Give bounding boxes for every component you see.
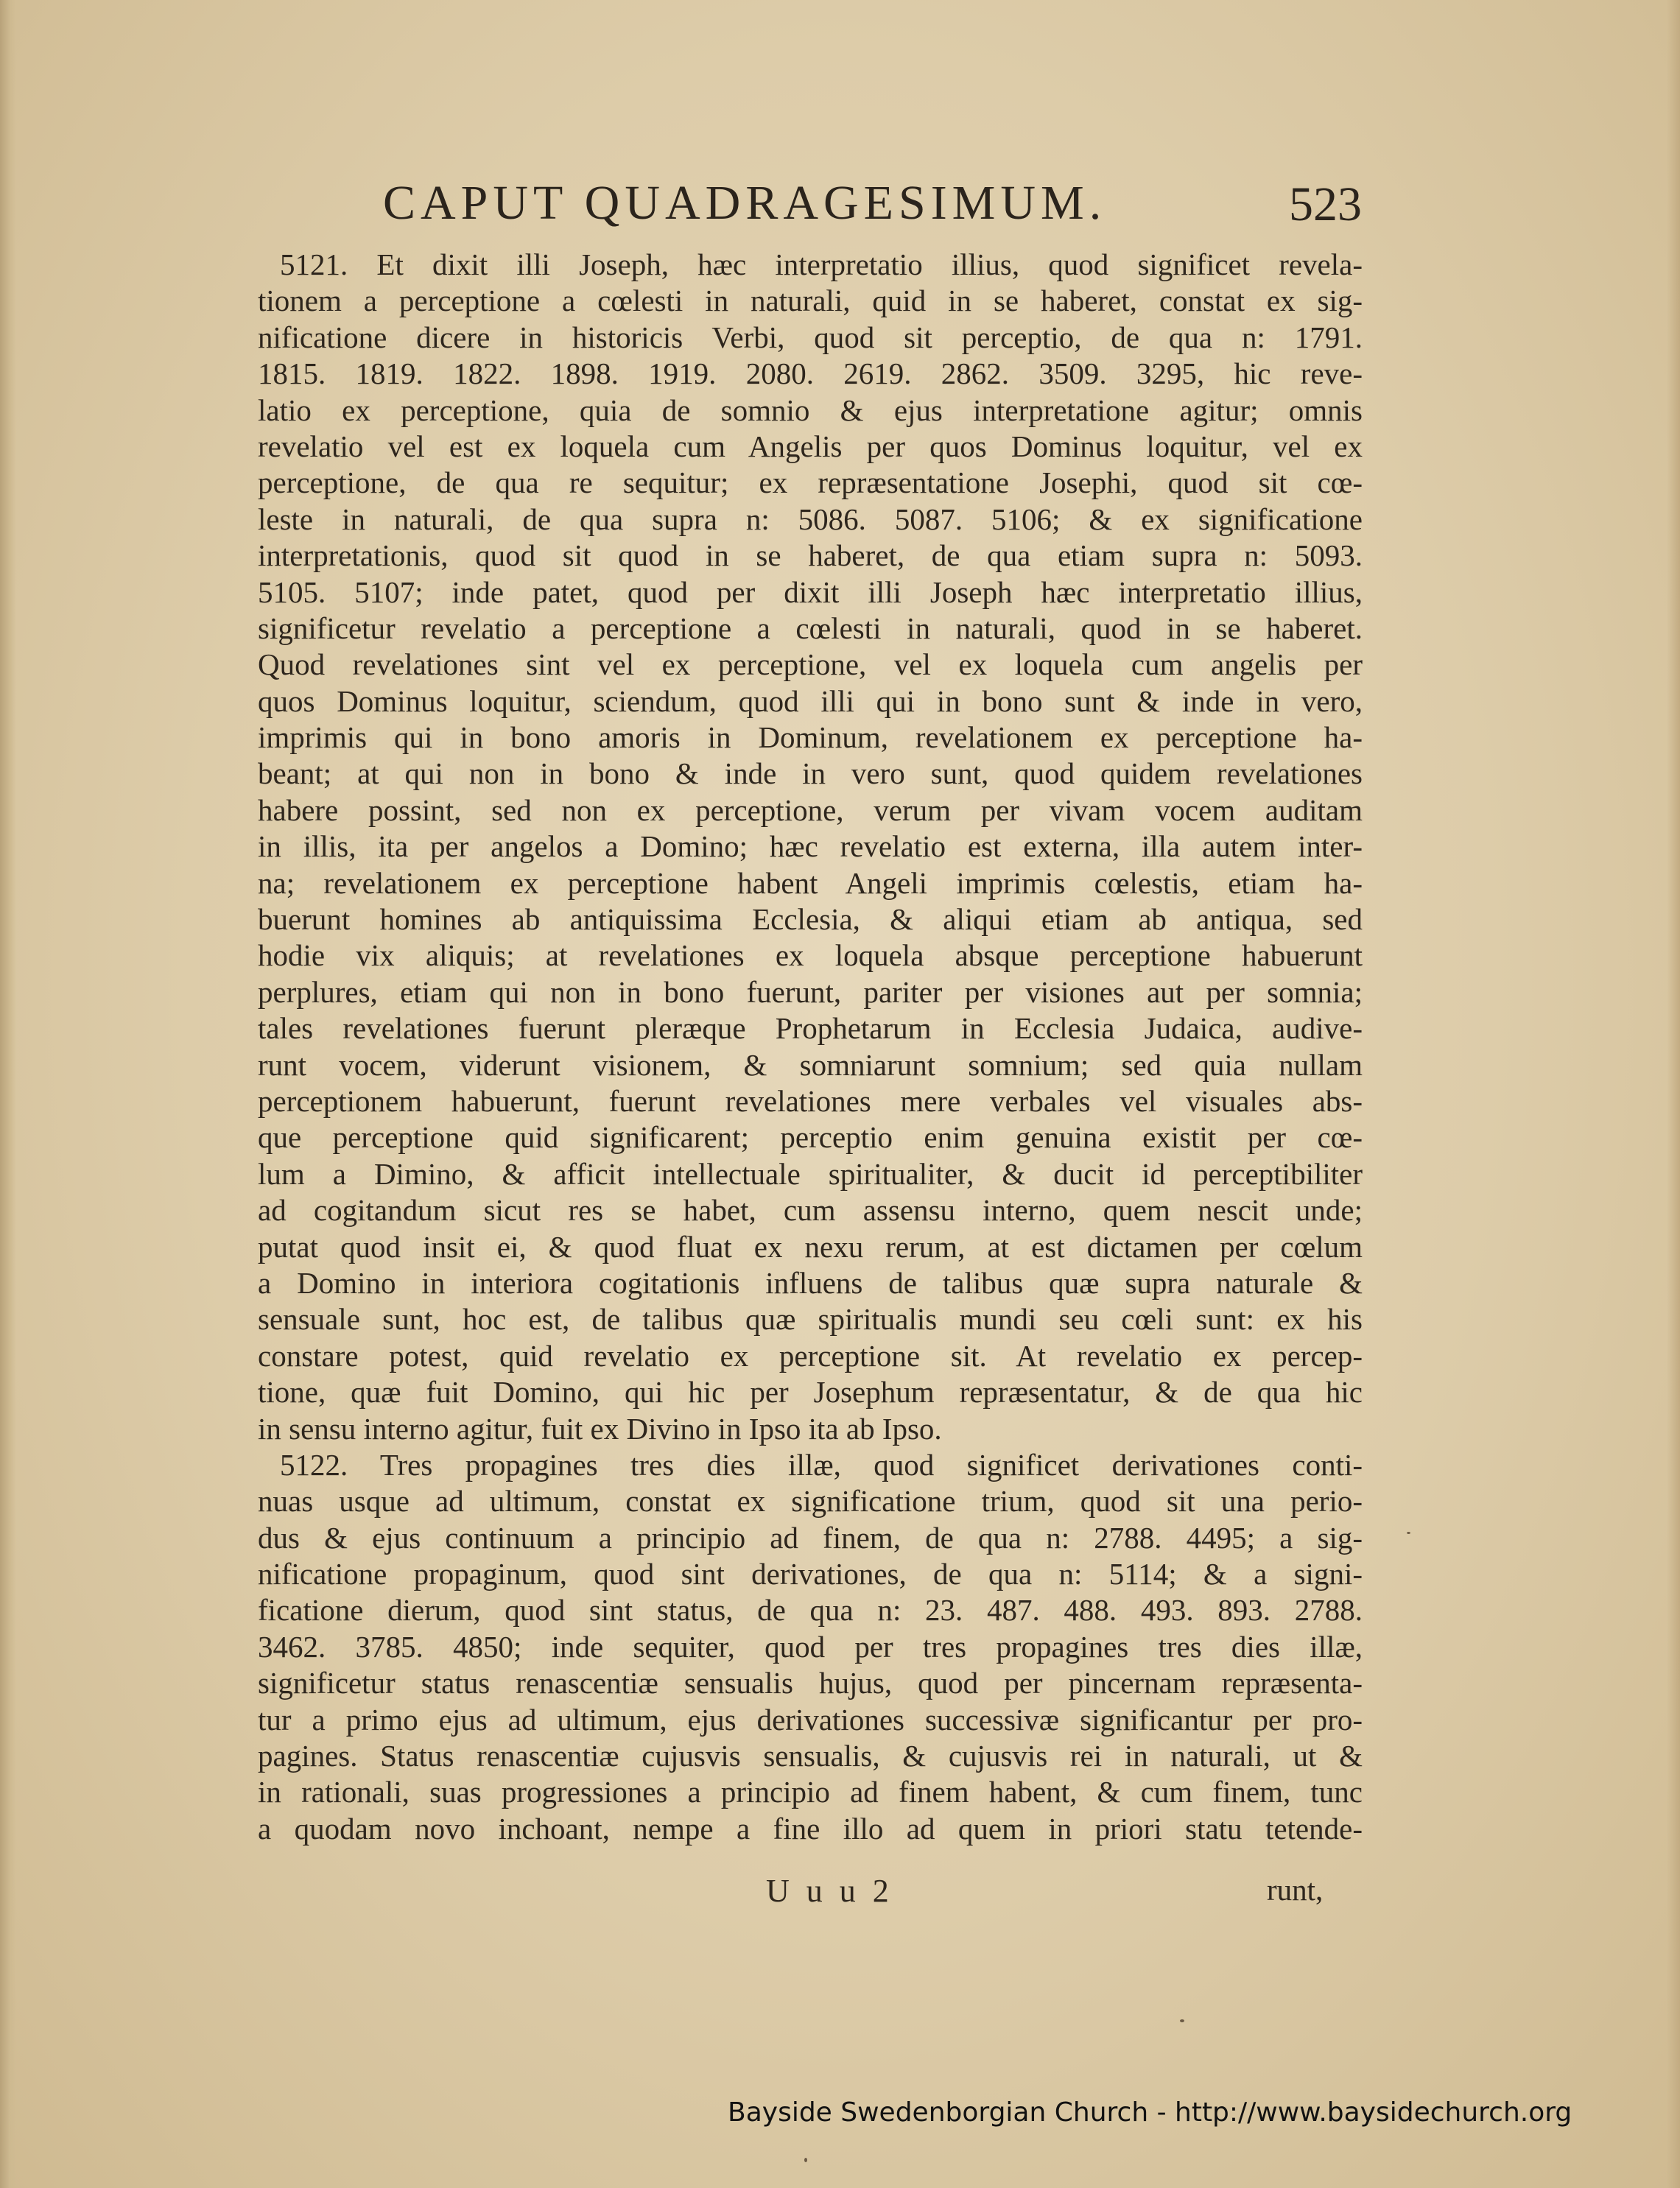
page-number: 523	[1289, 177, 1362, 231]
text-line: perceptionem habuerunt, fuerunt revelationes mere verbales vel visuales abs-	[258, 1083, 1363, 1118]
text-line: nificatione propaginum, quod sint derivationes, de qua n: 5114; & a signi-	[258, 1557, 1363, 1591]
text-line: runt vocem, viderunt visionem, & somniarunt somnium; sed quia nullam	[258, 1047, 1363, 1082]
text-line: 5122. Tres propagines tres dies illæ, quod significet derivationes conti-	[280, 1447, 1363, 1482]
page-right-edge-shadow	[1667, 0, 1680, 2188]
text-line: Quod revelationes sint vel ex perceptione, vel ex loquela cum angelis per	[258, 647, 1363, 682]
text-line: lum a Dimino, & afficit intellectuale spiritualiter, & ducit id perceptibiliter	[258, 1156, 1363, 1191]
text-line: putat quod insit ei, & quod fluat ex nexu rerum, at est dictamen per cœlum	[258, 1229, 1363, 1264]
text-line: tales revelationes fuerunt pleræque Prophetarum in Ecclesia Judaica, audive-	[258, 1011, 1363, 1046]
footer-credit: Bayside Swedenborgian Church - http://www.baysidechurch.org	[728, 2097, 1572, 2128]
running-head	[383, 175, 1370, 242]
text-line: leste in naturali, de qua supra n: 5086. 5087. 5106; & ex significatione	[258, 502, 1363, 536]
text-line: perplures, etiam qui non in bono fuerunt, pariter per visiones aut per somnia;	[258, 974, 1363, 1009]
text-line: habere possint, sed non ex perceptione, verum per vivam vocem auditam	[258, 792, 1363, 827]
text-line: pagines. Status renascentiæ cujusvis sensualis, & cujusvis rei in naturali, ut &	[258, 1739, 1363, 1773]
text-line: tione, quæ fuit Domino, qui hic per Josephum repræsentatur, & de qua hic	[258, 1375, 1363, 1410]
text-line: in rationali, suas progressiones a principio ad finem habent, & cum finem, tunc	[258, 1775, 1363, 1809]
signature-mark: U u u 2	[766, 1873, 893, 1909]
text-line: a quodam novo inchoant, nempe a fine illo ad quem in priori statu tetende-	[258, 1811, 1363, 1846]
text-line: quos Dominus loquitur, sciendum, quod illi qui in bono sunt & inde in vero,	[258, 683, 1363, 718]
text-line: 1815. 1819. 1822. 1898. 1919. 2080. 2619. 2862. 3509. 3295, hic reve-	[258, 356, 1363, 391]
text-line: 3462. 3785. 4850; inde sequiter, quod per tres propagines tres dies illæ,	[258, 1629, 1363, 1664]
text-line: perceptione, de qua re sequitur; ex repræsentatione Josephi, quod sit cœ-	[258, 465, 1363, 500]
text-line: constare potest, quid revelatio ex perceptione sit. At revelatio ex percep-	[258, 1338, 1363, 1373]
text-line: ficatione dierum, quod sint status, de qua n: 23. 487. 488. 493. 893. 2788.	[258, 1593, 1363, 1628]
paper-speck	[1180, 2019, 1184, 2022]
text-line: significetur status renascentiæ sensualis hujus, quod per pincernam repræsenta-	[258, 1666, 1363, 1700]
text-line: imprimis qui in bono amoris in Dominum, revelationem ex perceptione ha-	[258, 720, 1363, 755]
text-line: tionem a perceptione a cœlesti in naturali, quid in se haberet, constat ex sig-	[258, 284, 1363, 318]
paper-speck	[804, 2158, 807, 2162]
text-line: nuas usque ad ultimum, constat ex significatione trium, quod sit una perio-	[258, 1484, 1363, 1519]
text-line: ad cogitandum sicut res se habet, cum assensu interno, quem nescit unde;	[258, 1193, 1363, 1228]
text-line: significetur revelatio a perceptione a cœlesti in naturali, quod in se haberet.	[258, 611, 1363, 645]
text-line: beant; at qui non in bono & inde in vero sunt, quod quidem revelationes	[258, 756, 1363, 791]
text-line: na; revelationem ex perceptione habent Angeli imprimis cœlestis, etiam ha-	[258, 865, 1363, 900]
text-line: a Domino in interiora cogitationis influens de talibus quæ supra naturale &	[258, 1265, 1363, 1300]
page-left-edge-shadow	[0, 0, 16, 2188]
text-line: 5105. 5107; inde patet, quod per dixit illi Joseph hæc interpretatio illius,	[258, 574, 1363, 609]
text-line: in sensu interno agitur, fuit ex Divino in Ipso ita ab Ipso.	[258, 1411, 942, 1446]
text-line: tur a primo ejus ad ultimum, ejus derivationes successivæ significantur per pro-	[258, 1702, 1363, 1737]
chapter-title: CAPUT QUADRAGESIMUM.	[383, 176, 1107, 230]
text-line: dus & ejus continuum a principio ad finem, de qua n: 2788. 4495; a sig-	[258, 1520, 1363, 1555]
text-line: 5121. Et dixit illi Joseph, hæc interpretatio illius, quod significet revela-	[280, 247, 1363, 281]
text-line: buerunt homines ab antiquissima Ecclesia, & aliqui etiam ab antiqua, sed	[258, 902, 1363, 937]
text-line: revelatio vel est ex loquela cum Angelis per quos Dominus loquitur, vel ex	[258, 429, 1363, 463]
body-text	[258, 247, 1363, 1847]
text-line: latio ex perceptione, quia de somnio & ejus interpretatione agitur; omnis	[258, 393, 1363, 427]
text-line: que perceptione quid significarent; perceptio enim genuina existit per cœ-	[258, 1120, 1363, 1155]
text-line: in illis, ita per angelos a Domino; hæc revelatio est externa, illa autem inter-	[258, 829, 1363, 864]
text-line: hodie vix aliquis; at revelationes ex loquela absque perceptione habuerunt	[258, 938, 1363, 973]
paper-speck	[1407, 1532, 1410, 1534]
text-line: interpretationis, quod sit quod in se haberet, de qua etiam supra n: 5093.	[258, 538, 1363, 573]
text-line: sensuale sunt, hoc est, de talibus quæ spiritualis mundi seu cœli sunt: ex his	[258, 1302, 1363, 1337]
text-line: nificatione dicere in historicis Verbi, quod sit perceptio, de qua n: 1791.	[258, 320, 1363, 354]
catchword: runt,	[1267, 1873, 1324, 1907]
